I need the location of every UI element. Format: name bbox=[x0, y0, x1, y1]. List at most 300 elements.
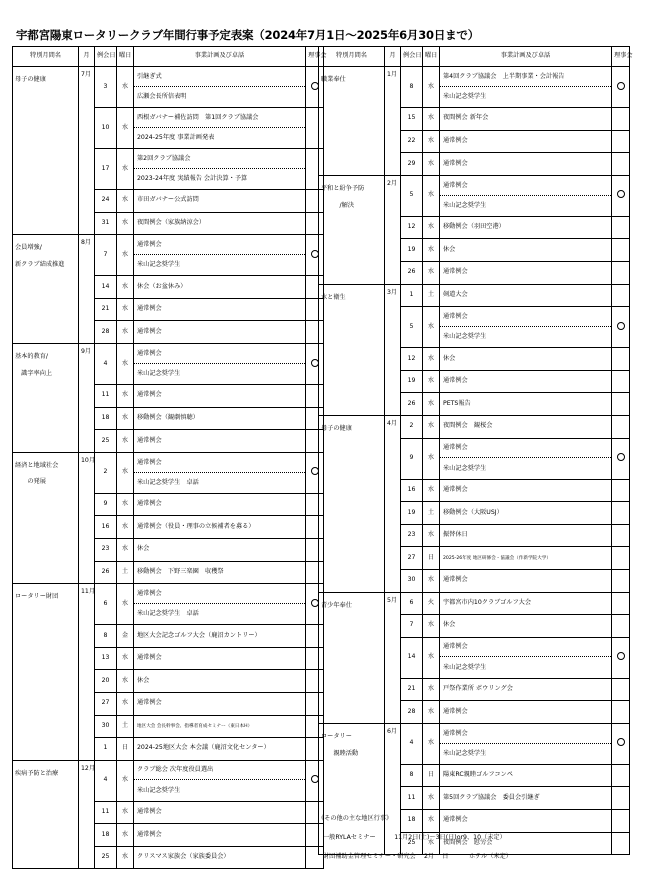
event-cell bbox=[440, 393, 612, 416]
event-cell bbox=[134, 846, 306, 869]
event-text: 2023-24年度 実績報告 会計決算・予算 bbox=[137, 175, 248, 183]
weekday-cell: 日 bbox=[117, 738, 134, 761]
event-cell bbox=[440, 438, 612, 479]
event-text: 休会 bbox=[137, 545, 150, 553]
theme-cell bbox=[13, 760, 79, 869]
event-cell bbox=[440, 524, 612, 547]
weekday-cell: 水 bbox=[423, 130, 440, 153]
event-text: 通常例会 bbox=[134, 236, 305, 255]
weekday-cell: 水 bbox=[423, 216, 440, 239]
event-cell bbox=[440, 153, 612, 176]
event-text: 米山記念奨学生 bbox=[443, 202, 487, 210]
board-cell bbox=[612, 108, 630, 131]
weekday-cell: 水 bbox=[117, 760, 134, 801]
theme-line: 新クラブ結成推進 bbox=[15, 260, 65, 268]
weekday-cell: 水 bbox=[423, 67, 440, 108]
event-text: 通常例会 bbox=[443, 136, 468, 144]
weekday-cell: 水 bbox=[117, 407, 134, 430]
date-cell: 20 bbox=[95, 670, 117, 693]
event-text: 第4回クラブ協議会 上半期事業・会計報告 bbox=[440, 68, 611, 87]
event-cell bbox=[440, 701, 612, 724]
date-cell: 11 bbox=[95, 384, 117, 407]
theme-line: 基本的教育/ bbox=[15, 352, 49, 360]
weekday-cell: 水 bbox=[117, 108, 134, 149]
event-text: 移動例会（大阪USJ） bbox=[443, 508, 503, 516]
event-text: 広瀬会長所信表明 bbox=[137, 93, 187, 101]
event-text: 2024-25年度 事業計画発表 bbox=[137, 134, 215, 142]
weekday-cell: 水 bbox=[117, 452, 134, 493]
circle-icon bbox=[617, 453, 625, 461]
event-cell bbox=[134, 692, 306, 715]
weekday-cell: 土 bbox=[117, 561, 134, 584]
board-cell bbox=[612, 615, 630, 638]
event-cell bbox=[440, 637, 612, 678]
date-cell: 10 bbox=[95, 108, 117, 149]
event-lines bbox=[134, 453, 305, 493]
date-cell: 22 bbox=[401, 130, 423, 153]
event-lines bbox=[134, 344, 305, 384]
event-text: 通常例会 bbox=[443, 816, 468, 824]
weekday-cell: 水 bbox=[117, 801, 134, 824]
weekday-cell: 水 bbox=[117, 647, 134, 670]
event-cell bbox=[440, 764, 612, 787]
theme-line: 平和と紛争予防 bbox=[321, 184, 365, 192]
event-cell bbox=[440, 108, 612, 131]
weekday-cell: 日 bbox=[423, 764, 440, 787]
weekday-cell: 水 bbox=[117, 149, 134, 190]
weekday-cell: 水 bbox=[423, 810, 440, 833]
circle-icon bbox=[617, 738, 625, 746]
event-cell bbox=[134, 212, 306, 235]
event-text: 通常例会 bbox=[443, 377, 468, 385]
date-cell: 24 bbox=[95, 190, 117, 213]
notes-item-1: 一般RYLAセミナー 11月2日(土)～3日(日)or9、10（未定） bbox=[323, 834, 506, 841]
date-cell: 1 bbox=[95, 738, 117, 761]
event-cell bbox=[134, 298, 306, 321]
theme-cell bbox=[319, 415, 385, 592]
month-cell: 7月 bbox=[79, 67, 95, 235]
weekday-cell: 土 bbox=[117, 715, 134, 738]
date-cell: 9 bbox=[95, 493, 117, 516]
weekday-cell: 水 bbox=[117, 538, 134, 561]
weekday-cell: 水 bbox=[423, 307, 440, 348]
weekday-cell: 水 bbox=[117, 824, 134, 847]
date-cell: 5 bbox=[401, 175, 423, 216]
date-cell: 11 bbox=[95, 801, 117, 824]
event-text: 通常例会 bbox=[134, 454, 305, 473]
theme-line: 職業奉仕 bbox=[321, 76, 346, 83]
table-row bbox=[319, 284, 630, 307]
date-cell: 26 bbox=[401, 393, 423, 416]
month-cell: 9月 bbox=[79, 343, 95, 452]
board-cell bbox=[612, 787, 630, 810]
date-cell: 14 bbox=[95, 276, 117, 299]
board-cell bbox=[612, 569, 630, 592]
event-lines bbox=[134, 67, 305, 107]
event-cell bbox=[440, 479, 612, 502]
date-cell: 26 bbox=[401, 261, 423, 284]
date-cell: 4 bbox=[95, 760, 117, 801]
event-text: 米山記念奨学生 bbox=[443, 464, 487, 472]
board-cell bbox=[612, 723, 630, 764]
weekday-cell: 水 bbox=[423, 239, 440, 262]
weekday-cell: 水 bbox=[423, 524, 440, 547]
event-text: 夜間例会 慰労会 bbox=[443, 839, 493, 847]
month-cell: 6月 bbox=[385, 723, 401, 854]
theme-line: 疾病予防と治療 bbox=[15, 769, 59, 777]
board-cell bbox=[612, 216, 630, 239]
event-text: 米山記念奨学生 bbox=[137, 261, 181, 269]
event-text: 通常例会 bbox=[134, 585, 305, 604]
date-cell: 2 bbox=[95, 452, 117, 493]
weekday-cell: 水 bbox=[117, 190, 134, 213]
date-cell: 3 bbox=[95, 67, 117, 108]
event-cell bbox=[440, 615, 612, 638]
event-text: 休会（お盆休み） bbox=[137, 282, 187, 290]
event-text: 通常例会 bbox=[137, 391, 162, 399]
event-cell bbox=[440, 370, 612, 393]
event-cell bbox=[440, 239, 612, 262]
board-cell bbox=[612, 810, 630, 833]
event-cell bbox=[134, 384, 306, 407]
event-cell bbox=[440, 678, 612, 701]
event-text: 西根ガバナー補佐訪問 第1回クラブ協議会 bbox=[134, 109, 305, 128]
weekday-cell: 水 bbox=[117, 516, 134, 539]
event-cell bbox=[440, 348, 612, 371]
event-text: 通常例会 bbox=[440, 308, 611, 327]
notes-heading: 《その他の主な地区行事》 bbox=[318, 815, 393, 822]
event-cell bbox=[134, 235, 306, 276]
weekday-cell: 水 bbox=[117, 493, 134, 516]
circle-icon bbox=[617, 652, 625, 660]
date-cell: 11 bbox=[401, 787, 423, 810]
board-cell bbox=[612, 370, 630, 393]
weekday-cell: 水 bbox=[117, 430, 134, 453]
date-cell: 21 bbox=[401, 678, 423, 701]
event-text: 通常例会 bbox=[443, 485, 468, 493]
board-cell bbox=[612, 502, 630, 525]
board-cell bbox=[612, 524, 630, 547]
date-cell: 8 bbox=[401, 764, 423, 787]
event-text: 移動例会（観劇慎聴） bbox=[137, 413, 199, 421]
date-cell: 31 bbox=[95, 212, 117, 235]
event-cell bbox=[440, 307, 612, 348]
theme-line: 母子の健康 bbox=[321, 424, 352, 432]
weekday-cell: 水 bbox=[117, 670, 134, 693]
board-cell bbox=[612, 678, 630, 701]
weekday-cell: 水 bbox=[117, 846, 134, 869]
weekday-cell: 水 bbox=[117, 692, 134, 715]
date-cell: 13 bbox=[95, 647, 117, 670]
header-events: 事業計画及び卓話 bbox=[134, 47, 306, 67]
event-text: 陽東RC親睦ゴルフコンペ bbox=[443, 771, 513, 779]
event-text: 米山記念奨学生 卓話 bbox=[137, 479, 199, 486]
board-cell bbox=[612, 393, 630, 416]
event-text: 通常例会 bbox=[443, 707, 468, 715]
event-text: 移動例会（羽田空港） bbox=[443, 223, 505, 231]
weekday-cell: 水 bbox=[423, 348, 440, 371]
event-lines bbox=[134, 235, 305, 275]
month-cell: 3月 bbox=[385, 284, 401, 415]
date-cell: 19 bbox=[401, 239, 423, 262]
date-cell: 27 bbox=[95, 692, 117, 715]
board-cell bbox=[612, 307, 630, 348]
theme-cell bbox=[13, 584, 79, 761]
event-cell bbox=[134, 407, 306, 430]
month-cell: 2月 bbox=[385, 175, 401, 284]
date-cell: 27 bbox=[401, 547, 423, 570]
weekday-cell: 水 bbox=[423, 479, 440, 502]
circle-icon bbox=[617, 190, 625, 198]
date-cell: 4 bbox=[401, 723, 423, 764]
theme-line: 経済と地域社会 bbox=[15, 461, 59, 469]
event-cell bbox=[134, 321, 306, 344]
month-cell: 10月 bbox=[79, 452, 95, 583]
date-cell: 25 bbox=[95, 846, 117, 869]
theme-cell bbox=[13, 235, 79, 344]
board-cell bbox=[612, 438, 630, 479]
event-text: 通常例会 bbox=[440, 439, 611, 458]
date-cell: 30 bbox=[401, 569, 423, 592]
date-cell: 15 bbox=[401, 108, 423, 131]
event-cell bbox=[134, 715, 306, 738]
event-cell bbox=[134, 561, 306, 584]
event-text: 米山記念奨学生 bbox=[137, 786, 181, 794]
date-cell: 16 bbox=[95, 516, 117, 539]
event-text: 通常例会 bbox=[137, 305, 162, 313]
date-cell: 16 bbox=[401, 479, 423, 502]
event-text: 米山記念奨学生 bbox=[443, 663, 487, 671]
header-month: 月 bbox=[79, 47, 95, 67]
weekday-cell: 水 bbox=[117, 276, 134, 299]
header-board: 理事会 bbox=[612, 47, 630, 67]
theme-cell bbox=[319, 592, 385, 723]
header-row bbox=[13, 47, 324, 67]
month-cell: 4月 bbox=[385, 415, 401, 592]
event-text: 2024-25地区大会 本会議（鹿沼文化センター） bbox=[137, 744, 270, 752]
event-cell bbox=[134, 452, 306, 493]
board-cell bbox=[612, 130, 630, 153]
date-cell: 1 bbox=[401, 284, 423, 307]
weekday-cell: 水 bbox=[423, 175, 440, 216]
event-lines bbox=[440, 307, 611, 347]
event-text: 2025-26年度 地区研修会・協議会（作新学院大学） bbox=[443, 555, 551, 561]
date-cell: 21 bbox=[95, 298, 117, 321]
event-text: 米山記念奨学生 bbox=[443, 750, 487, 758]
weekday-cell: 水 bbox=[423, 678, 440, 701]
event-text: 通常例会 bbox=[440, 725, 611, 744]
event-text: 通常例会 bbox=[443, 159, 468, 167]
theme-line: ロータリー bbox=[321, 732, 352, 740]
month-cell: 1月 bbox=[385, 67, 401, 176]
theme-line: 青少年奉仕 bbox=[321, 601, 352, 609]
event-cell bbox=[134, 670, 306, 693]
event-cell bbox=[440, 67, 612, 108]
event-cell bbox=[134, 493, 306, 516]
weekday-cell: 水 bbox=[423, 261, 440, 284]
event-cell bbox=[134, 584, 306, 625]
board-cell bbox=[612, 261, 630, 284]
event-text: 休会 bbox=[443, 354, 456, 362]
event-text: 米山記念奨学生 bbox=[443, 93, 487, 101]
event-cell bbox=[134, 67, 306, 108]
header-date: 例会日 bbox=[401, 47, 423, 67]
event-text: 剣道大会 bbox=[443, 290, 468, 298]
event-text: 夜間例会 新年会 bbox=[443, 114, 489, 122]
theme-cell bbox=[319, 67, 385, 176]
event-text: 振替休日 bbox=[443, 531, 468, 539]
event-cell bbox=[134, 824, 306, 847]
event-cell bbox=[134, 190, 306, 213]
event-cell bbox=[134, 625, 306, 648]
weekday-cell: 水 bbox=[423, 415, 440, 438]
weekday-cell: 水 bbox=[117, 343, 134, 384]
board-cell bbox=[612, 175, 630, 216]
board-cell bbox=[612, 479, 630, 502]
event-text: 第2回クラブ協議会 bbox=[134, 150, 305, 169]
weekday-cell: 土 bbox=[423, 502, 440, 525]
date-cell: 14 bbox=[401, 637, 423, 678]
weekday-cell: 水 bbox=[423, 153, 440, 176]
event-cell bbox=[440, 415, 612, 438]
board-cell bbox=[612, 284, 630, 307]
header-theme: 特別月間名 bbox=[319, 47, 385, 67]
event-text: 休会 bbox=[137, 676, 150, 684]
date-cell: 7 bbox=[95, 235, 117, 276]
date-cell: 25 bbox=[95, 430, 117, 453]
month-cell: 5月 bbox=[385, 592, 401, 723]
date-cell: 23 bbox=[401, 524, 423, 547]
weekday-cell: 水 bbox=[423, 637, 440, 678]
event-text: 休会 bbox=[443, 245, 456, 253]
event-cell bbox=[134, 801, 306, 824]
weekday-cell: 土 bbox=[423, 284, 440, 307]
event-lines bbox=[134, 149, 305, 189]
date-cell: 6 bbox=[401, 592, 423, 615]
event-text: 夜間例会（家族納涼会） bbox=[137, 218, 206, 226]
weekday-cell: 水 bbox=[423, 569, 440, 592]
weekday-cell: 水 bbox=[423, 701, 440, 724]
weekday-cell: 水 bbox=[423, 108, 440, 131]
weekday-cell: 水 bbox=[117, 67, 134, 108]
header-month: 月 bbox=[385, 47, 401, 67]
event-cell bbox=[134, 343, 306, 384]
table-row bbox=[319, 592, 630, 615]
date-cell: 2 bbox=[401, 415, 423, 438]
event-text: PETS報告 bbox=[443, 399, 471, 407]
event-text: 通常例会（役員・理事の立候補者を募る） bbox=[137, 522, 255, 530]
theme-line: ロータリー財団 bbox=[15, 593, 59, 601]
weekday-cell: 水 bbox=[117, 584, 134, 625]
theme-line: 会員増強/ bbox=[15, 244, 42, 252]
date-cell: 8 bbox=[95, 625, 117, 648]
notes-item-2: 財団補助金管理セミナー・研究会 2月 日 ホテル（未定） bbox=[323, 853, 512, 860]
event-cell bbox=[440, 130, 612, 153]
weekday-cell: 日 bbox=[423, 547, 440, 570]
board-cell bbox=[612, 764, 630, 787]
header-weekday: 曜日 bbox=[117, 47, 134, 67]
board-cell bbox=[612, 701, 630, 724]
event-text: 通常例会 bbox=[443, 268, 468, 276]
event-text: 通常例会 bbox=[137, 808, 162, 816]
event-cell bbox=[134, 276, 306, 299]
event-text: 通常例会 bbox=[137, 327, 162, 335]
right-table bbox=[318, 46, 633, 855]
date-cell: 7 bbox=[401, 615, 423, 638]
weekday-cell: 水 bbox=[117, 298, 134, 321]
event-text: クリスマス家族会（家族委員会） bbox=[137, 853, 230, 861]
date-cell: 23 bbox=[95, 538, 117, 561]
date-cell: 28 bbox=[95, 321, 117, 344]
date-cell: 12 bbox=[401, 216, 423, 239]
board-cell bbox=[612, 415, 630, 438]
month-cell: 11月 bbox=[79, 584, 95, 761]
theme-line: の発展 bbox=[15, 478, 46, 486]
event-text: 通常例会 bbox=[443, 576, 468, 584]
header-events: 事業計画及び卓話 bbox=[440, 47, 612, 67]
event-cell bbox=[440, 569, 612, 592]
event-lines bbox=[440, 439, 611, 479]
weekday-cell: 水 bbox=[117, 235, 134, 276]
left-table bbox=[12, 46, 327, 869]
board-cell bbox=[612, 348, 630, 371]
theme-cell bbox=[319, 284, 385, 415]
date-cell: 17 bbox=[95, 149, 117, 190]
event-text: 地区大会記念ゴルフ大会（鹿沼カントリー） bbox=[137, 631, 261, 639]
event-cell bbox=[440, 502, 612, 525]
date-cell: 18 bbox=[95, 407, 117, 430]
date-cell: 8 bbox=[401, 67, 423, 108]
weekday-cell: 水 bbox=[117, 384, 134, 407]
weekday-cell: 水 bbox=[423, 832, 440, 855]
event-cell bbox=[440, 787, 612, 810]
event-text: 通常例会 bbox=[137, 699, 162, 707]
theme-cell bbox=[13, 452, 79, 583]
theme-line: 水と衛生 bbox=[321, 293, 346, 301]
circle-icon bbox=[617, 322, 625, 330]
theme-cell bbox=[13, 67, 79, 235]
weekday-cell: 水 bbox=[423, 615, 440, 638]
theme-line: 識字率向上 bbox=[15, 369, 53, 377]
event-cell bbox=[134, 738, 306, 761]
weekday-cell: 水 bbox=[423, 438, 440, 479]
theme-cell bbox=[319, 175, 385, 284]
date-cell: 18 bbox=[95, 824, 117, 847]
theme-cell bbox=[13, 343, 79, 452]
event-text: 地区大会 会長幹事会、指導者育成セミナー（東日本H） bbox=[137, 723, 253, 729]
event-cell bbox=[440, 547, 612, 570]
event-text: 第5回クラブ協議会 委員会引継ぎ bbox=[443, 793, 540, 801]
event-cell bbox=[134, 430, 306, 453]
table-row bbox=[319, 415, 630, 438]
header-board: 理事会 bbox=[306, 47, 324, 67]
weekday-cell: 水 bbox=[423, 787, 440, 810]
event-text: 移動例会 下野三楽園 収穫祭 bbox=[137, 567, 224, 575]
date-cell: 19 bbox=[401, 502, 423, 525]
theme-line: /解決 bbox=[321, 201, 355, 209]
event-text: 米山記念奨学生 bbox=[443, 333, 487, 341]
theme-line: 母子の健康 bbox=[15, 76, 46, 83]
event-cell bbox=[134, 760, 306, 801]
event-lines bbox=[440, 638, 611, 678]
event-text: 米山記念奨学生 bbox=[137, 370, 181, 378]
event-text: 通常例会 bbox=[137, 436, 162, 444]
date-cell: 4 bbox=[95, 343, 117, 384]
event-cell bbox=[440, 810, 612, 833]
event-text: 戸祭作業所 ボウリング会 bbox=[443, 685, 513, 693]
event-lines bbox=[134, 108, 305, 148]
board-cell bbox=[612, 239, 630, 262]
